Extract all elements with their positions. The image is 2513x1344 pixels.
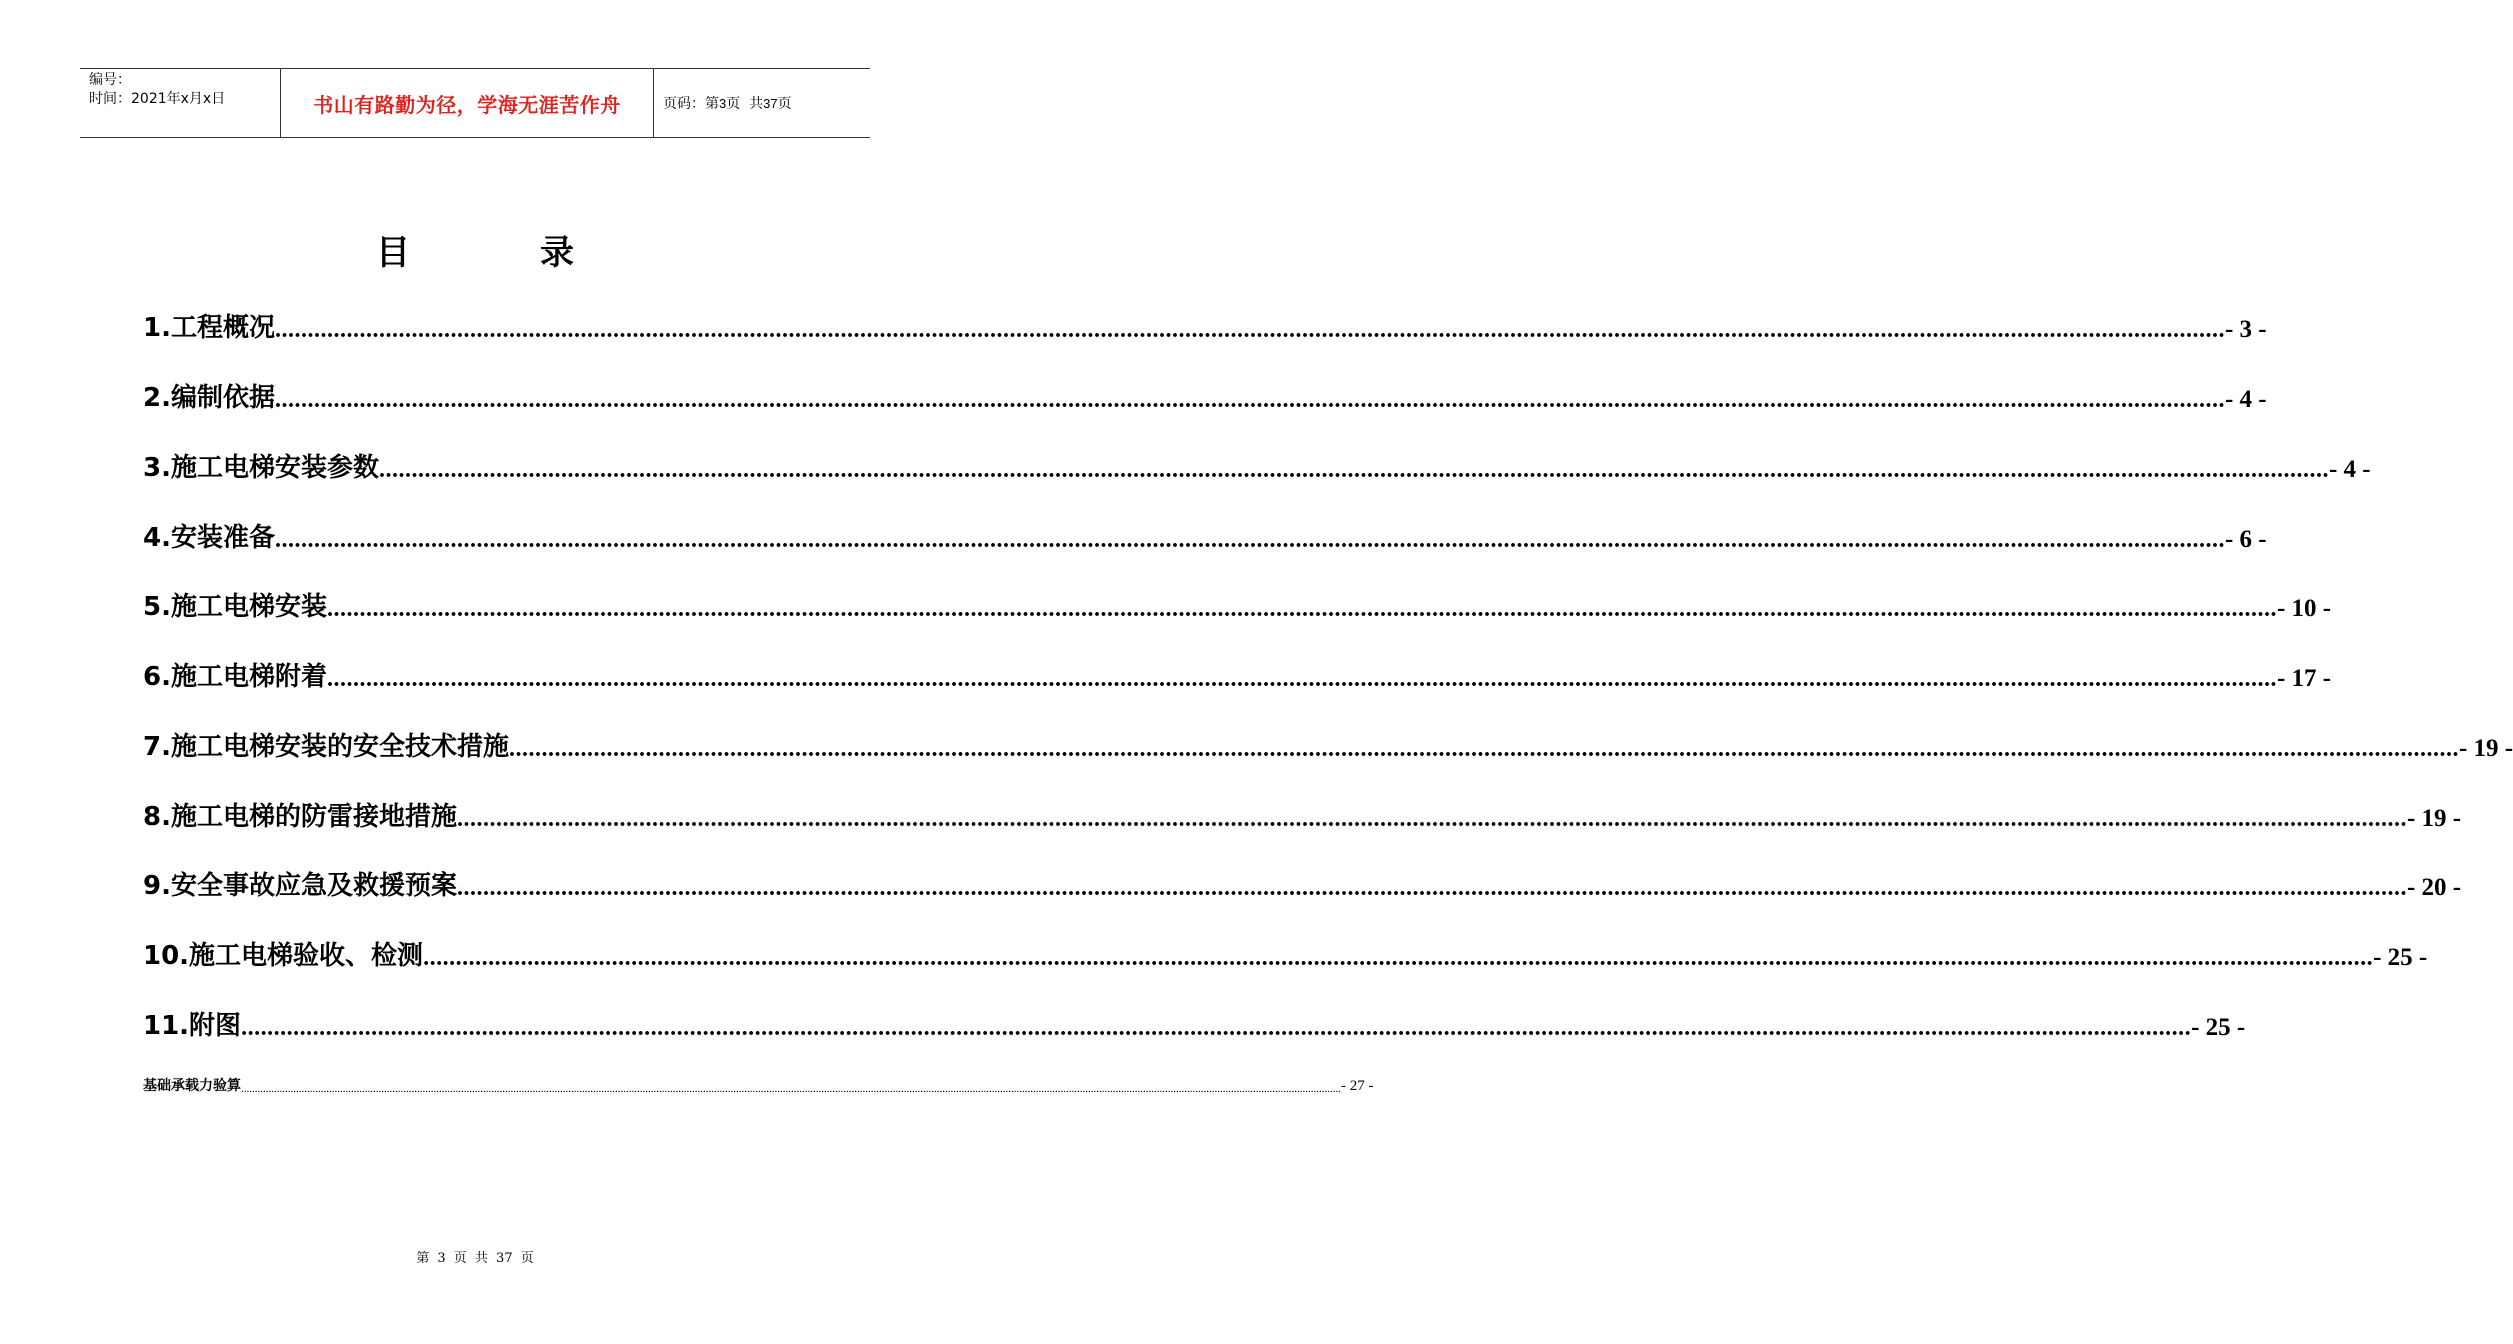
toc-sub-entry-page: - 27 - (1341, 1078, 1374, 1094)
toc-title-char-2: 录 (540, 233, 574, 273)
toc-title (0, 225, 950, 274)
header-motto: 书山有路勤为径，学海无涯苦作舟 (281, 69, 654, 137)
document-number-label: 编号： (89, 72, 131, 88)
header-meta (80, 69, 281, 137)
toc-entry[interactable] (143, 649, 2332, 693)
toc-entry-page: - 19 - (2406, 805, 2462, 832)
toc-entry[interactable] (143, 579, 2332, 623)
toc-entry[interactable] (143, 928, 2428, 972)
page-current: 3 (719, 95, 727, 111)
toc-entry-label: 6.施工电梯附着 (143, 662, 327, 692)
page-mid: 页 共 (726, 96, 764, 112)
toc-entry-label: 8.施工电梯的防雷接地措施 (143, 802, 457, 832)
toc-entry-label: 11.附图 (143, 1011, 242, 1041)
toc-entry[interactable] (143, 858, 2462, 902)
toc-entry-page: - 4 - (2224, 386, 2267, 413)
toc-sub-entry[interactable] (143, 1075, 1374, 1095)
header-page-info (654, 69, 870, 137)
toc-entry[interactable] (143, 719, 2513, 763)
toc-entry-page: - 25 - (2191, 1014, 2246, 1041)
toc-leader-dots: ............................................................................................................................................................................................................................................................................................................ (326, 596, 2277, 622)
toc-sub-entry-label: 基础承载力验算 (143, 1078, 241, 1094)
page-footer: 第 3 页 共 37 页 (416, 1251, 534, 1266)
toc-entry-label: 1.工程概况 (143, 313, 275, 343)
page-total: 37 (763, 95, 778, 111)
toc-entry-page: - 4 - (2328, 456, 2371, 483)
toc-entry-label: 10.施工电梯验收、检测 (143, 941, 424, 971)
toc-leader-dots: ............................................................................................................................................................................................................................................................................................................ (508, 736, 2459, 762)
toc-leader-dots: ............................................................................................................................................................................................................................................................................................................ (274, 317, 2225, 343)
toc-entry-label: 4.安装准备 (143, 523, 275, 553)
toc-entry[interactable] (143, 300, 2267, 344)
page-prefix: 页码：第 (663, 96, 719, 112)
toc-entry[interactable] (143, 370, 2267, 414)
document-date-label: 时间：2021年x月x日 (89, 91, 226, 107)
toc-entry-label: 9.安全事故应急及救援预案 (143, 871, 457, 901)
toc-entry-page: - 25 - (2373, 944, 2428, 971)
toc-sub-leader-dots: ................................................................................................................................................................................................................................................................................................................................................................................................................ (241, 1083, 1341, 1095)
toc-leader-dots: ............................................................................................................................................................................................................................................................................................................ (241, 1015, 2192, 1041)
toc-leader-dots: ............................................................................................................................................................................................................................................................................................................ (378, 457, 2329, 483)
toc-entry-label: 7.施工电梯安装的安全技术措施 (143, 732, 509, 762)
toc-entry-page: - 3 - (2224, 316, 2267, 343)
page-suffix: 页 (777, 96, 792, 112)
toc-entry-page: - 17 - (2276, 665, 2332, 692)
toc-leader-dots: ............................................................................................................................................................................................................................................................................................................ (456, 875, 2407, 901)
toc-entry[interactable] (143, 510, 2267, 554)
toc-leader-dots: ............................................................................................................................................................................................................................................................................................................ (456, 806, 2407, 832)
toc-leader-dots: ............................................................................................................................................................................................................................................................................................................ (423, 945, 2374, 971)
toc-entry[interactable] (143, 789, 2462, 833)
toc-leader-dots: ............................................................................................................................................................................................................................................................................................................ (274, 527, 2225, 553)
toc-entry[interactable] (143, 998, 2246, 1042)
toc-entry-page: - 10 - (2276, 595, 2332, 622)
toc-entry-label: 3.施工电梯安装参数 (143, 453, 379, 483)
toc-entry-page: - 19 - (2458, 735, 2513, 762)
toc-entry-label: 5.施工电梯安装 (143, 592, 327, 622)
toc-entry-page: - 6 - (2224, 526, 2267, 553)
toc-entry-label: 2.编制依据 (143, 383, 275, 413)
toc-leader-dots: ............................................................................................................................................................................................................................................................................................................ (326, 666, 2277, 692)
toc-entry-page: - 20 - (2406, 874, 2462, 901)
toc-leader-dots: ............................................................................................................................................................................................................................................................................................................ (274, 387, 2225, 413)
toc-title-char-1: 目 (376, 233, 410, 273)
toc-entry[interactable] (143, 440, 2371, 484)
page-header (80, 68, 870, 138)
